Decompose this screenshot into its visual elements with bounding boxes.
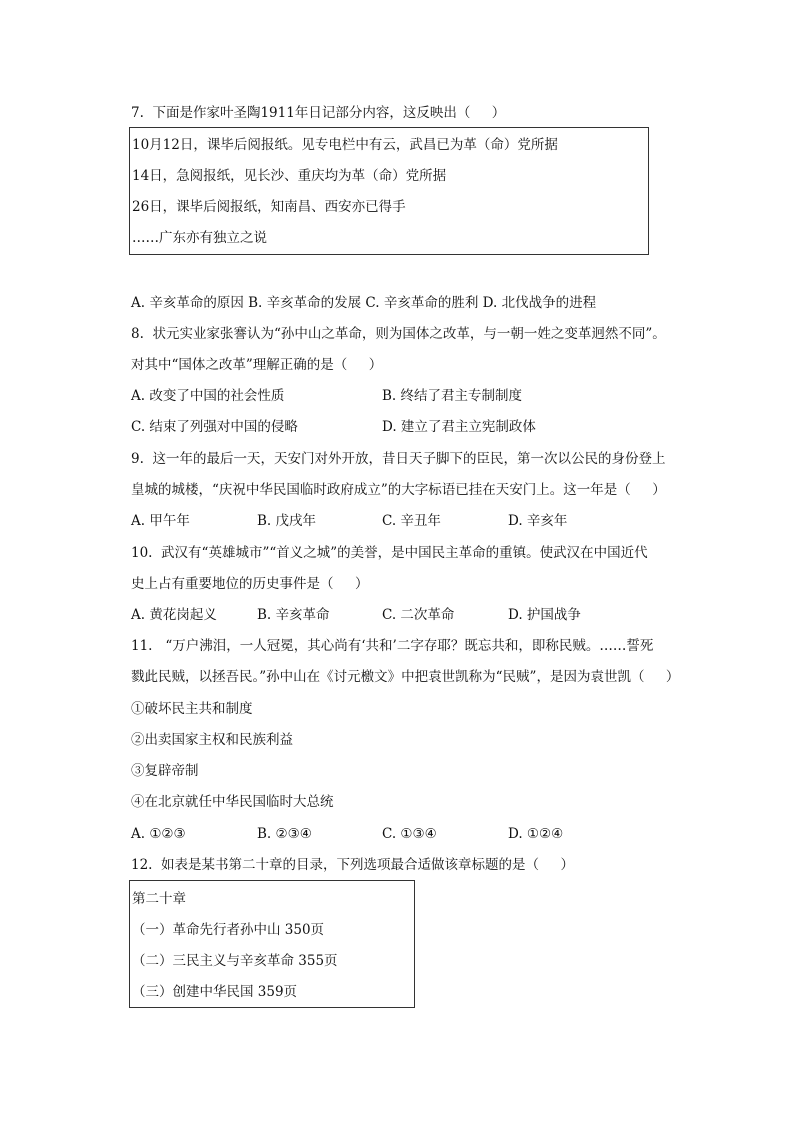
question-11-item-4: ④在北京就任中华民国临时大总统 <box>131 794 334 810</box>
toc-entry-3: （三）创建中华民国 359页 <box>132 984 298 1000</box>
question-11-item-3: ③复辟帝制 <box>131 763 199 779</box>
question-9-option-b: B. 戊戌年 <box>257 513 317 529</box>
toc-entry-1: （一）革命先行者孙中山 350页 <box>132 922 325 938</box>
question-11-option-d: D. ①②④ <box>508 826 564 842</box>
question-11-stem-line-2: 戮此民贼，以拯吾民。”孙中山在《讨元檄文》中把袁世凯称为“民贼”，是因为袁世凯（ ） <box>131 669 680 685</box>
question-11-option-a: A. ①②③ <box>131 826 186 842</box>
question-9-option-c: C. 辛丑年 <box>382 513 441 529</box>
question-11-option-b: B. ②③④ <box>257 826 312 842</box>
diary-line-2: 14日，急阅报纸，见长沙、重庆均为革（命）党所据 <box>132 168 447 184</box>
question-10-option-c: C. 二次革命 <box>382 607 455 623</box>
question-8-stem-line-2: 对其中“国体之改革”理解正确的是（ ） <box>131 357 383 373</box>
question-8-stem-line-1: 8. 状元实业家张謇认为“孙中山之革命，则为国体之改革，与一朝一姓之变革迥然不同”。 <box>131 326 666 342</box>
question-12-toc-box <box>129 880 415 1008</box>
question-9-stem-line-1: 9. 这一年的最后一天，天安门对外开放，昔日天子脚下的臣民，第一次以公民的身份登上 <box>131 451 666 467</box>
question-7-options: A. 辛亥革命的原因 B. 辛亥革命的发展 C. 辛亥革命的胜利 D. 北伐战争的进程 <box>131 295 597 311</box>
diary-line-4: ……广东亦有独立之说 <box>132 230 267 246</box>
question-10-stem-line-2: 史上占有重要地位的历史事件是（ ） <box>131 576 369 592</box>
question-9-option-a: A. 甲午年 <box>131 513 190 529</box>
question-9-stem-line-2: 皇城的城楼，“庆祝中华民国临时政府成立”的大字标语已挂在天安门上。这一年是（ ） <box>131 482 666 498</box>
question-11-option-c: C. ①③④ <box>382 826 437 842</box>
toc-entry-2: （二）三民主义与辛亥革命 355页 <box>132 953 338 969</box>
question-11-item-1: ①破坏民主共和制度 <box>131 701 253 717</box>
question-10-option-a: A. 黄花岗起义 <box>131 607 217 623</box>
toc-chapter-title: 第二十章 <box>132 891 186 907</box>
question-10-option-d: D. 护国战争 <box>508 607 581 623</box>
question-8-option-c: C. 结束了列强对中国的侵略 <box>131 419 298 435</box>
question-9-option-d: D. 辛亥年 <box>508 513 568 529</box>
question-11-stem-line-1: 11. “万户沸泪，一人冠冕，其心尚有‘共和’二字存耶？既忘共和，即称民贼。……誓死 <box>131 638 654 654</box>
diary-line-3: 26日，课毕后阅报纸，知南昌、西安亦已得手 <box>132 199 406 215</box>
question-7-stem: 7. 下面是作家叶圣陶1911年日记部分内容，这反映出（ ） <box>131 105 506 121</box>
question-8-option-b: B. 终结了君主专制制度 <box>382 388 523 404</box>
question-10-option-b: B. 辛亥革命 <box>257 607 330 623</box>
question-7-diary-box <box>129 127 649 255</box>
question-8-option-d: D. 建立了君主立宪制政体 <box>382 419 536 435</box>
question-12-stem: 12. 如表是某书第二十章的目录，下列选项最合适做该章标题的是（ ） <box>131 857 575 873</box>
diary-line-1: 10月12日，课毕后阅报纸。见专电栏中有云，武昌已为革（命）党所据 <box>132 137 558 153</box>
question-11-item-2: ②出卖国家主权和民族利益 <box>131 732 293 748</box>
question-10-stem-line-1: 10. 武汉有“英雄城市”“首义之城”的美誉，是中国民主革命的重镇。使武汉在中国近代 <box>131 545 648 561</box>
question-8-option-a: A. 改变了中国的社会性质 <box>131 388 285 404</box>
